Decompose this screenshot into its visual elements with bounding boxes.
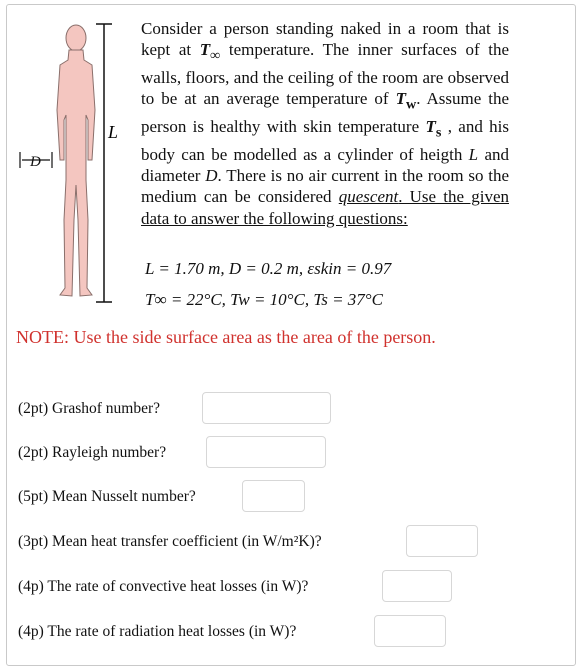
symbol-D: D — [205, 165, 218, 185]
radiation-loss-input[interactable] — [374, 615, 446, 647]
question-label: (2pt) Grashof number? — [18, 400, 161, 417]
grashof-answer-input[interactable] — [202, 392, 331, 424]
symbol-L: L — [468, 144, 479, 164]
term-quescent: quescent — [338, 187, 399, 207]
heat-transfer-coefficient-input[interactable] — [406, 525, 478, 557]
subscript-s: s — [435, 124, 442, 141]
question-label: (4p) The rate of convective heat losses (in W)? — [18, 578, 309, 595]
subscript-w: w — [405, 96, 417, 113]
text-instruction: . Use the given data to answer the following questions: — [141, 187, 509, 228]
label-D: D — [30, 154, 41, 170]
text: , and his body can be modelled as a cylinder of heigth — [141, 116, 509, 164]
symbol-T: T — [199, 40, 211, 60]
question-label: (5pt) Mean Nusselt number? — [18, 488, 196, 505]
symbol-T: T — [395, 89, 406, 109]
subscript-inf: ∞ — [210, 47, 221, 64]
symbol-T: T — [425, 116, 436, 136]
given-data-line-1: L = 1.70 m, D = 0.2 m, εskin = 0.97 — [145, 259, 392, 278]
question-label: (3pt) Mean heat transfer coefficient (in W/m²K)? — [18, 533, 322, 550]
person-silhouette — [57, 25, 95, 296]
note-text: NOTE: Use the side surface area as the area of the person. — [16, 327, 436, 347]
given-data-line-2: T∞ = 22°C, Tw = 10°C, Ts = 37°C — [145, 290, 383, 309]
height-dimension — [96, 24, 112, 302]
rayleigh-answer-input[interactable] — [206, 436, 326, 468]
text: . Assume the person is healthy with skin temperature — [141, 89, 510, 136]
text: . There is no air current in the room so the medium can be considered — [141, 165, 510, 207]
question-label: (4p) The rate of radiation heat losses (in W)? — [18, 623, 297, 640]
problem-statement — [141, 18, 509, 229]
convective-loss-input[interactable] — [382, 570, 452, 602]
text: Consider a person standing naked in a room that is kept at — [141, 19, 509, 60]
question-label: (2pt) Rayleigh number? — [18, 444, 167, 461]
label-L: L — [108, 122, 119, 142]
text: temperature. The inner surfaces of the walls, floors, and the ceiling of the room are observed to be at an average temperature of — [141, 40, 509, 109]
nusselt-answer-input[interactable] — [242, 480, 305, 512]
text: and diameter — [141, 144, 509, 185]
person-diagram — [16, 20, 136, 305]
